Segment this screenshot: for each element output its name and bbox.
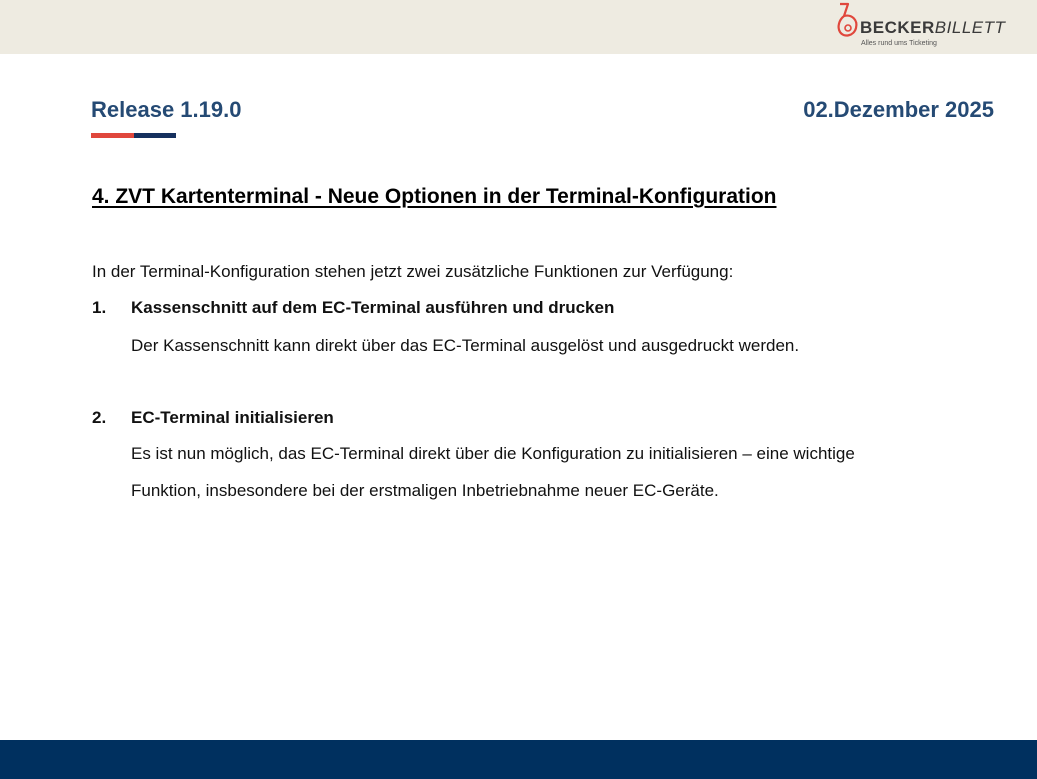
list-item-text: Es ist nun möglich, das EC-Terminal direkt über die Konfiguration zu initialisieren – eine wichtige xyxy=(131,444,855,463)
accent-red-segment xyxy=(91,133,134,138)
section-heading: 4. ZVT Kartenterminal - Neue Optionen in der Terminal-Konfiguration xyxy=(92,185,777,208)
footer-bar xyxy=(0,740,1037,779)
list-item-text: Funktion, insbesondere bei der erstmaligen Inbetriebnahme neuer EC-Geräte. xyxy=(131,481,719,500)
release-label: Release 1.19.0 xyxy=(91,97,242,122)
intro-paragraph: In der Terminal-Konfiguration stehen jetzt zwei zusätzliche Funktionen zur Verfügung: xyxy=(92,262,734,281)
list-item-number: 2. xyxy=(92,408,107,427)
list-item-number: 1. xyxy=(92,298,107,317)
list-item-title: Kassenschnitt auf dem EC-Terminal ausführen und drucken xyxy=(131,298,615,317)
release-date: 02.Dezember 2025 xyxy=(803,97,994,122)
list-item-title: EC-Terminal initialisieren xyxy=(131,408,334,427)
becker-billett-logo xyxy=(836,2,1026,50)
header-bar xyxy=(0,0,1037,54)
title-accent-bar xyxy=(91,133,176,138)
logo-tagline: Alles rund ums Ticketing xyxy=(861,40,937,47)
logo-mark-icon xyxy=(836,2,862,40)
list-item-text: Der Kassenschnitt kann direkt über das EC-Terminal ausgelöst und ausgedruckt werden. xyxy=(131,336,800,355)
accent-navy-segment xyxy=(134,133,176,138)
logo-wordmark: BECKERBILLETT xyxy=(860,18,1006,37)
